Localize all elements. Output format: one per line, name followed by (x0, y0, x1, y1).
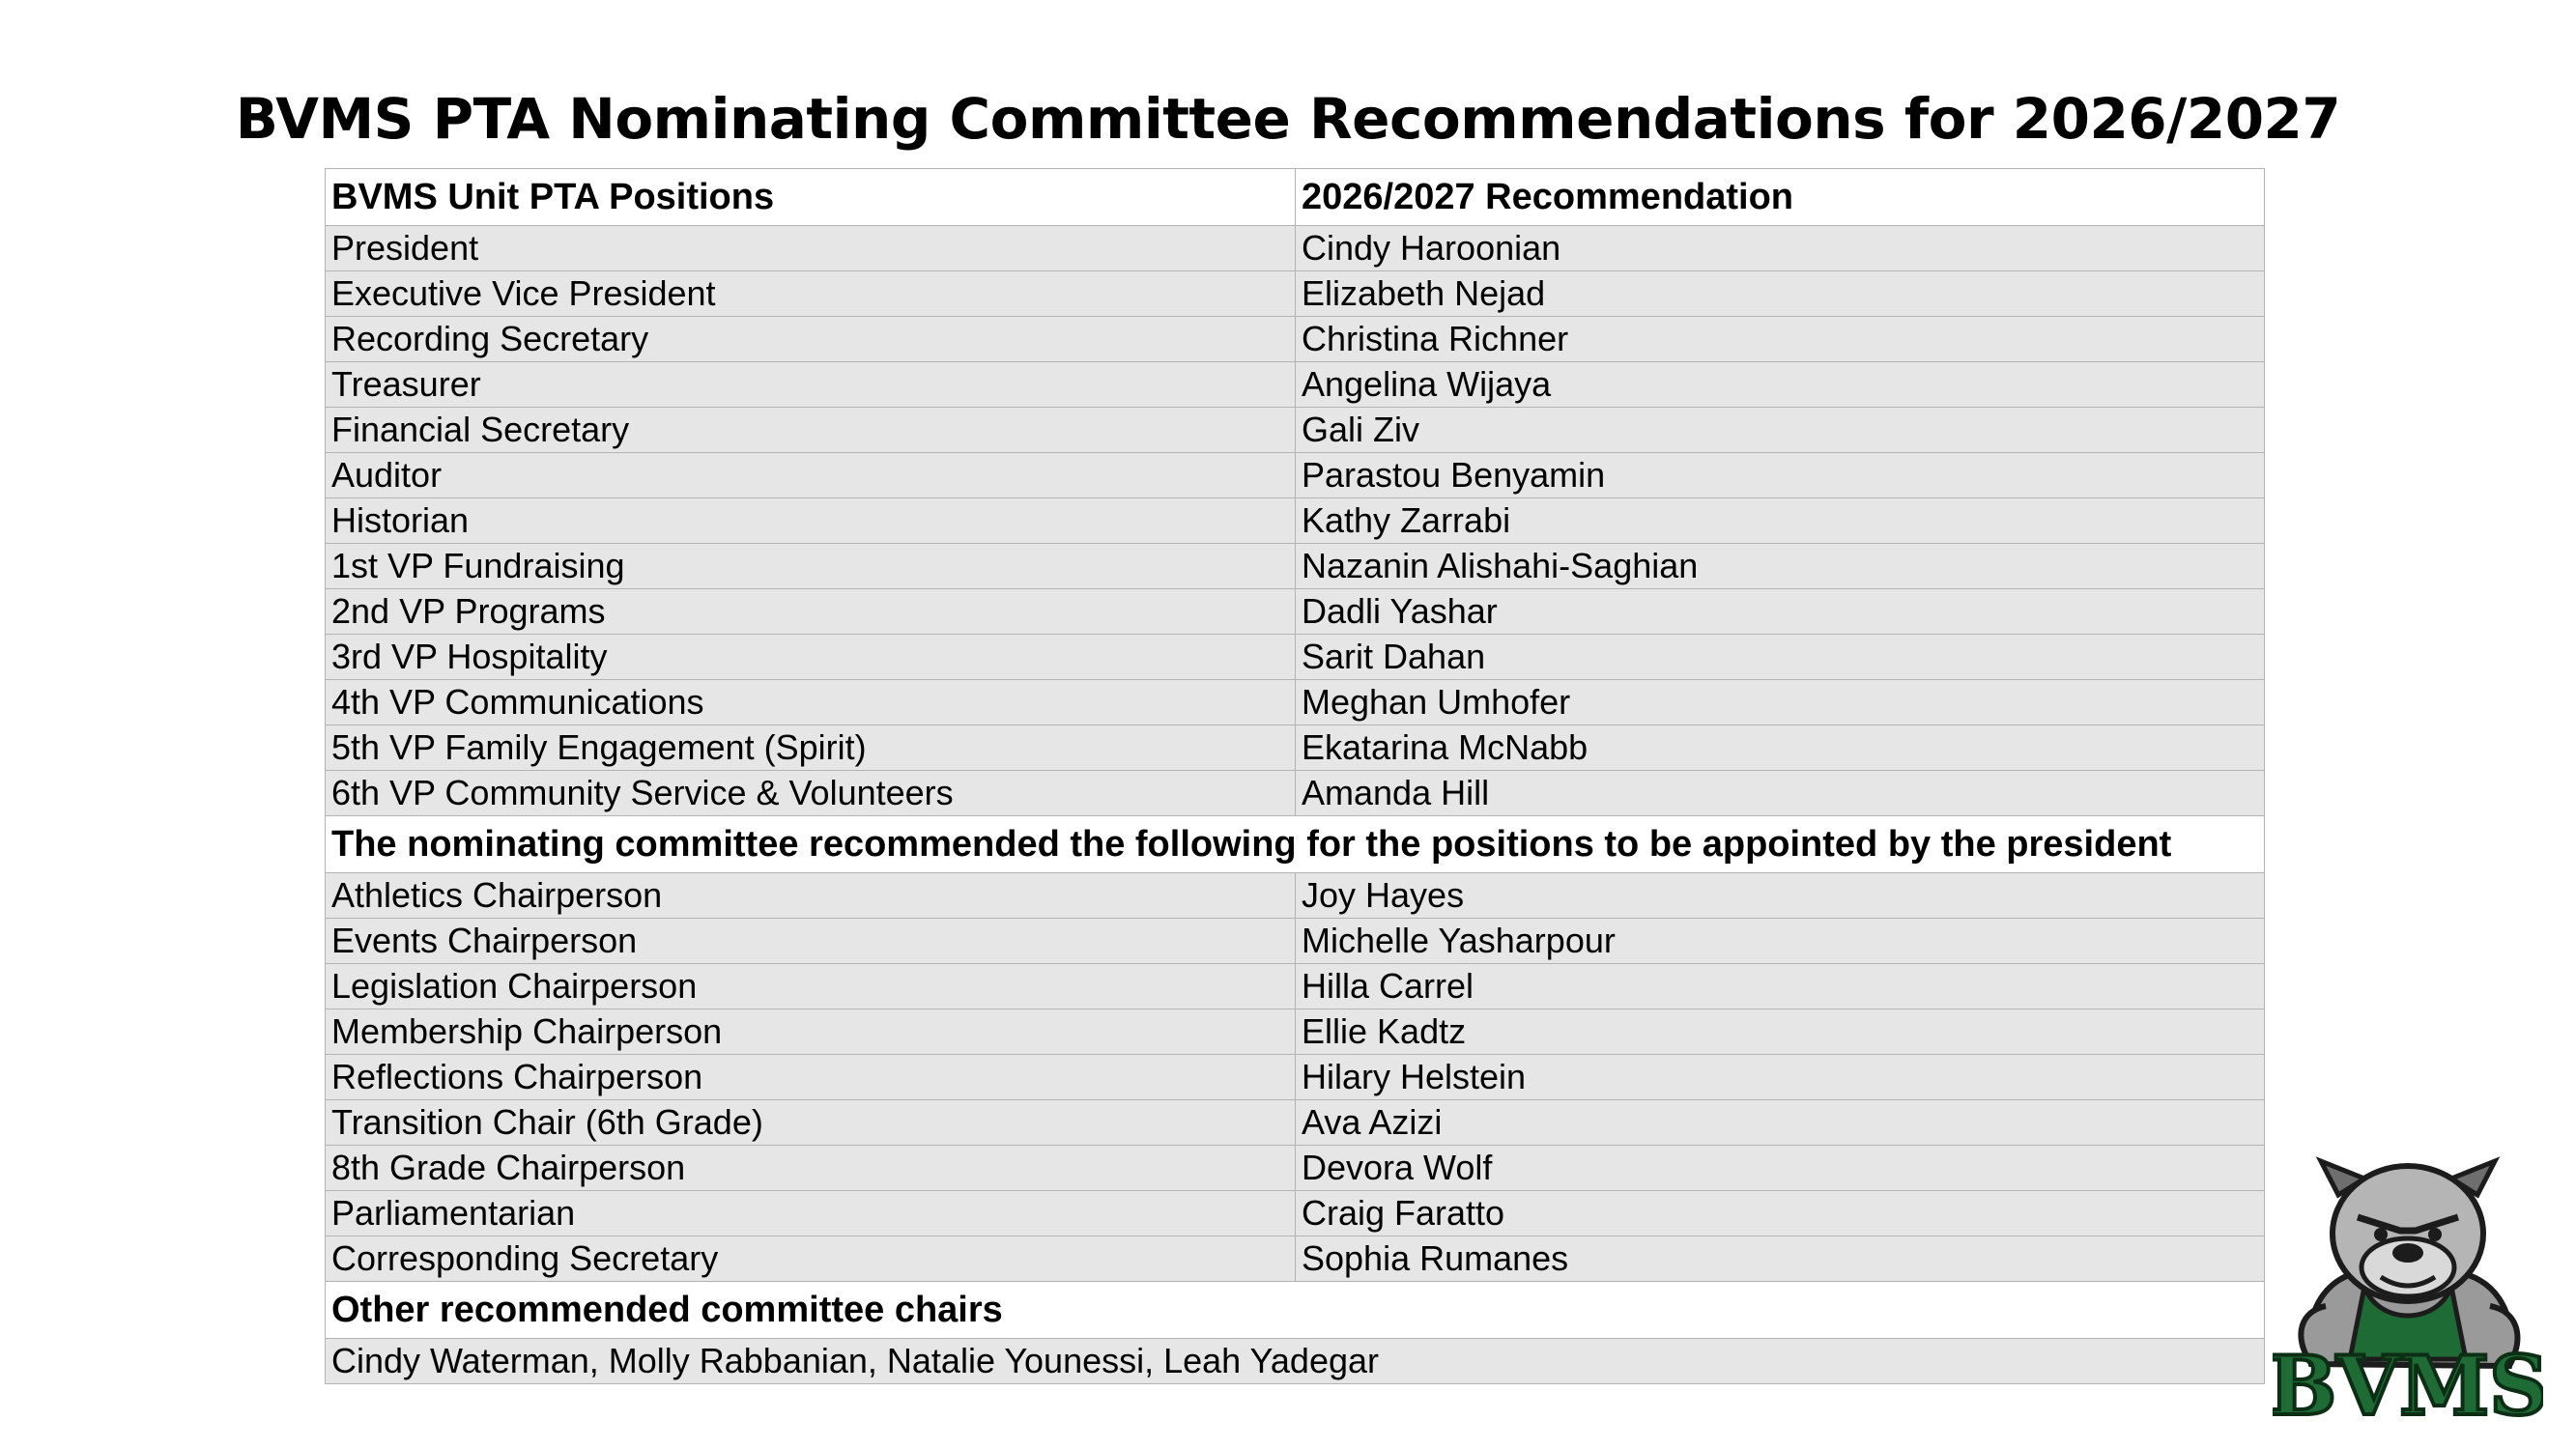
header-positions: BVMS Unit PTA Positions (326, 169, 1296, 226)
nominee-cell: Angelina Wijaya (1296, 362, 2265, 408)
table-row (326, 226, 2265, 271)
position-cell: President (326, 226, 1296, 271)
position-cell: Corresponding Secretary (326, 1236, 1296, 1282)
other-chairs-names: Cindy Waterman, Molly Rabbanian, Natalie Younessi, Leah Yadegar (326, 1339, 2265, 1384)
table-header-row (326, 169, 2265, 226)
table-row (326, 635, 2265, 680)
nominee-cell: Sophia Rumanes (1296, 1236, 2265, 1282)
table-row (326, 919, 2265, 964)
table-row (326, 873, 2265, 919)
nominee-cell: Craig Faratto (1296, 1191, 2265, 1236)
nominee-cell: Hilary Helstein (1296, 1055, 2265, 1100)
nominee-cell: Kathy Zarrabi (1296, 498, 2265, 544)
appointed-section-row (326, 816, 2265, 873)
nominee-cell: Hilla Carrel (1296, 964, 2265, 1009)
nominee-cell: Gali Ziv (1296, 408, 2265, 453)
table-row (326, 362, 2265, 408)
table-row (326, 589, 2265, 635)
position-cell: Treasurer (326, 362, 1296, 408)
table-row (326, 408, 2265, 453)
logo-text: BVMS (2273, 1338, 2543, 1422)
position-cell: Recording Secretary (326, 317, 1296, 362)
nominee-cell: Ekatarina McNabb (1296, 725, 2265, 771)
position-cell: Transition Chair (6th Grade) (326, 1100, 1296, 1146)
position-cell: 6th VP Community Service & Volunteers (326, 771, 1296, 816)
header-recommendation: 2026/2027 Recommendation (1296, 169, 2265, 226)
bulldog-mascot-icon (2273, 1142, 2543, 1422)
table-row (326, 725, 2265, 771)
nominee-cell: Dadli Yashar (1296, 589, 2265, 635)
position-cell: Legislation Chairperson (326, 964, 1296, 1009)
other-chairs-section-row (326, 1282, 2265, 1339)
nominee-cell: Sarit Dahan (1296, 635, 2265, 680)
table-row (326, 964, 2265, 1009)
table-row (326, 1009, 2265, 1055)
table-row (326, 680, 2265, 725)
position-cell: Auditor (326, 453, 1296, 498)
table-row (326, 1191, 2265, 1236)
position-cell: 5th VP Family Engagement (Spirit) (326, 725, 1296, 771)
position-cell: Historian (326, 498, 1296, 544)
position-cell: Events Chairperson (326, 919, 1296, 964)
table-row (326, 1100, 2265, 1146)
position-cell: Athletics Chairperson (326, 873, 1296, 919)
table-row (326, 1055, 2265, 1100)
table-row (326, 1146, 2265, 1191)
other-chairs-heading: Other recommended committee chairs (326, 1282, 2265, 1339)
nominee-cell: Parastou Benyamin (1296, 453, 2265, 498)
position-cell: 3rd VP Hospitality (326, 635, 1296, 680)
position-cell: Financial Secretary (326, 408, 1296, 453)
nominee-cell: Devora Wolf (1296, 1146, 2265, 1191)
position-cell: Parliamentarian (326, 1191, 1296, 1236)
nominee-cell: Meghan Umhofer (1296, 680, 2265, 725)
position-cell: Reflections Chairperson (326, 1055, 1296, 1100)
appointed-heading: The nominating committee recommended the following for the positions to be appointed by the president (326, 816, 2265, 873)
other-chairs-row (326, 1339, 2265, 1384)
nominee-cell: Elizabeth Nejad (1296, 271, 2265, 317)
recommendations-table (325, 168, 2265, 1384)
nominee-cell: Joy Hayes (1296, 873, 2265, 919)
position-cell: 1st VP Fundraising (326, 544, 1296, 589)
table-row (326, 1236, 2265, 1282)
nominee-cell: Michelle Yasharpour (1296, 919, 2265, 964)
position-cell: Executive Vice President (326, 271, 1296, 317)
position-cell: 4th VP Communications (326, 680, 1296, 725)
position-cell: Membership Chairperson (326, 1009, 1296, 1055)
page-title: BVMS PTA Nominating Committee Recommendations for 2026/2027 (235, 86, 2341, 152)
table-row (326, 544, 2265, 589)
table-row (326, 771, 2265, 816)
nominee-cell: Ellie Kadtz (1296, 1009, 2265, 1055)
nominee-cell: Nazanin Alishahi-Saghian (1296, 544, 2265, 589)
nominee-cell: Amanda Hill (1296, 771, 2265, 816)
nominee-cell: Ava Azizi (1296, 1100, 2265, 1146)
table-row (326, 498, 2265, 544)
nominee-cell: Cindy Haroonian (1296, 226, 2265, 271)
position-cell: 2nd VP Programs (326, 589, 1296, 635)
table-row (326, 453, 2265, 498)
bvms-logo (2273, 1142, 2543, 1422)
table-row (326, 271, 2265, 317)
table-row (326, 317, 2265, 362)
nominee-cell: Christina Richner (1296, 317, 2265, 362)
position-cell: 8th Grade Chairperson (326, 1146, 1296, 1191)
